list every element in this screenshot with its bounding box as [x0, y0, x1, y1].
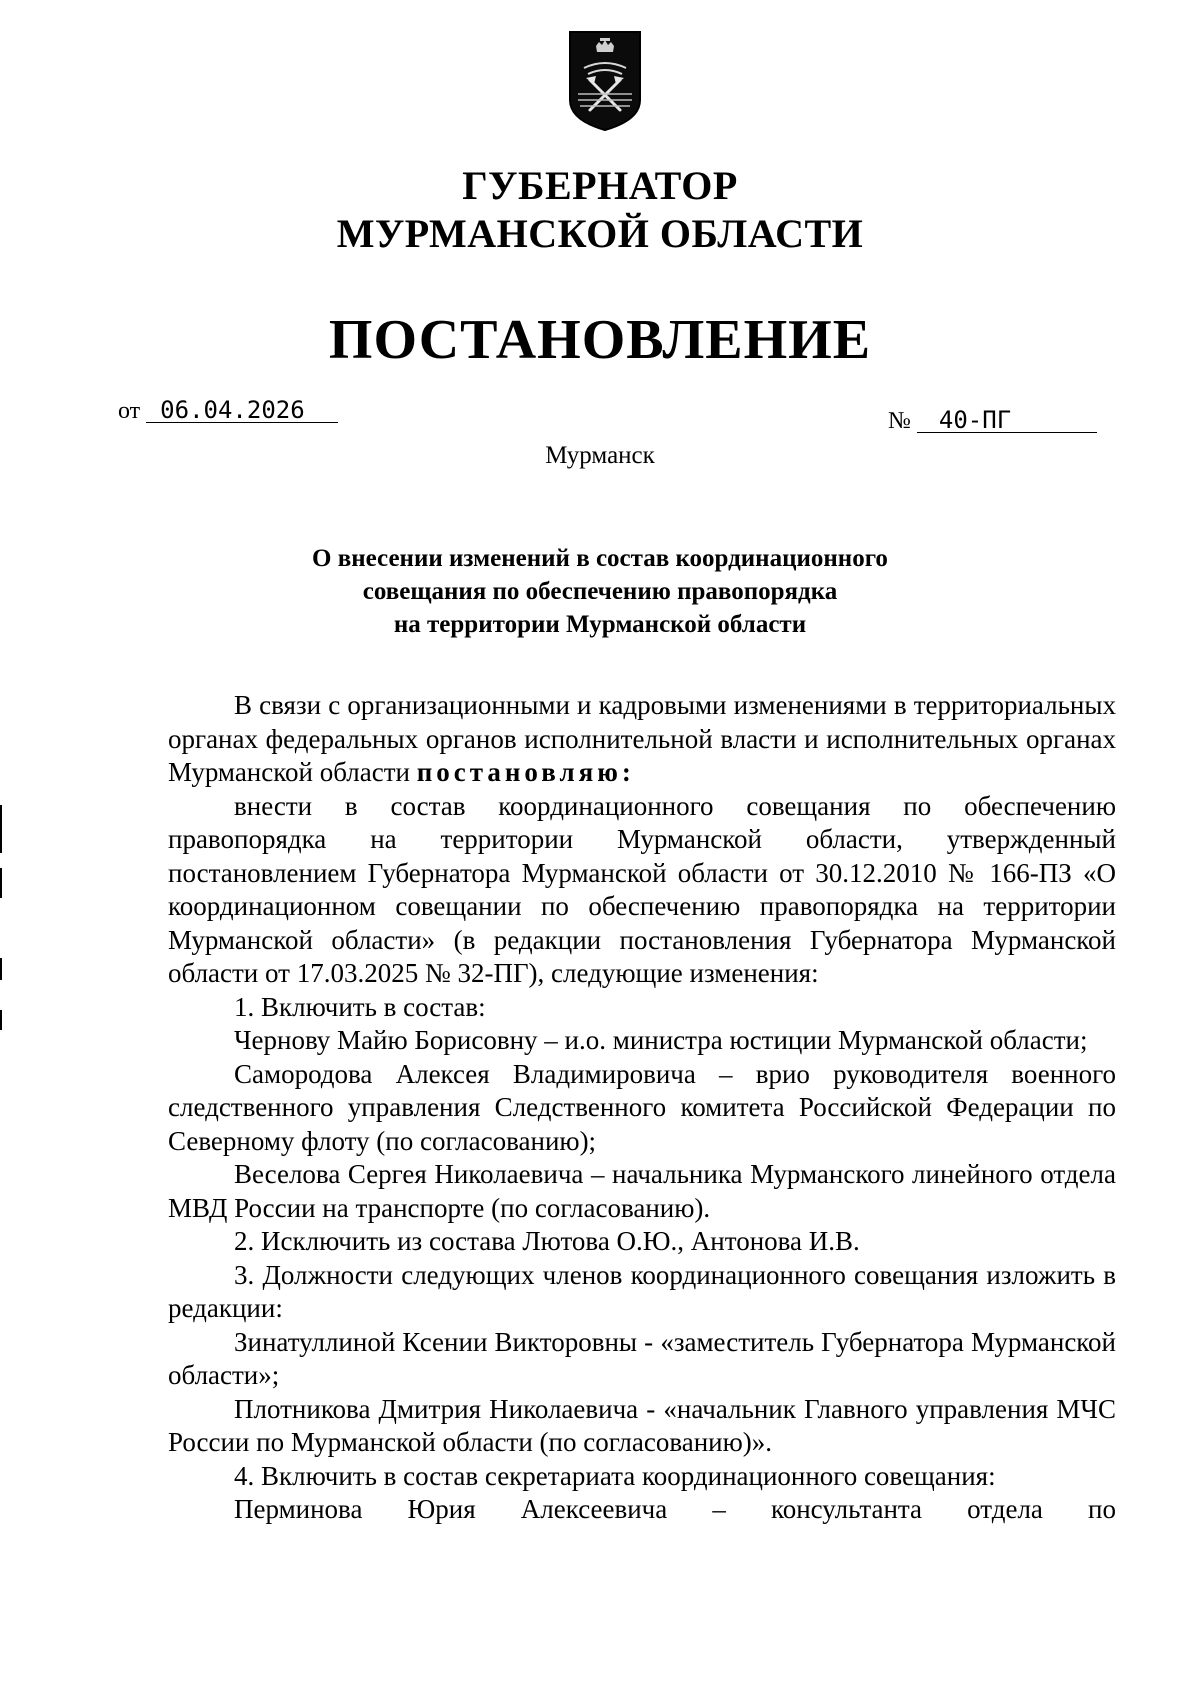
scan-edge-mark — [0, 805, 2, 853]
body-paragraph: 4. Включить в состав секретариата координационного совещания: — [234, 1460, 996, 1491]
body-paragraph: внести в состав координационного совещания по обеспечению правопорядка на территории Мурманской области, утвержденный постановлением Губернатора Мурманской области от 30.12.2010 № 166-ПЗ «О координационном совещании по обеспечению правопорядка на территории Мурманской области» (в редакции постановления Губернатора Мурманской области от 17.03.2025 № 32-ПГ), следующие изменения: — [168, 790, 1116, 988]
number-value: 40-ПГ — [917, 408, 1097, 433]
body-paragraph: Самородова Алексея Владимировича – врио руководителя военного следственного управления Следственного комитета Российской Федерации по Северному флоту (по согласованию); — [168, 1058, 1116, 1156]
preamble-text: В связи с организационными и кадровыми изменениями в территориальных органах федеральных органов исполнительной власти и исполнительных органах Мурманской области — [168, 690, 1116, 787]
scan-edge-mark — [0, 958, 2, 980]
document-number — [888, 408, 1097, 435]
decree-word: постановляю: — [416, 757, 635, 787]
date-prefix: от — [118, 398, 141, 424]
subject-line: совещания по обеспечению правопорядка — [362, 578, 838, 605]
document-body — [168, 689, 1116, 1527]
body-paragraph: Чернову Майю Борисовну – и.о. министра юстиции Мурманской области; — [234, 1025, 1088, 1055]
subject-line: на территории Мурманской области — [393, 611, 807, 638]
document-type-title: ПОСТАНОВЛЕНИЕ — [328, 309, 872, 371]
document-city: Мурманск — [545, 442, 655, 469]
document-subject — [0, 542, 1200, 641]
org-title-line2: МУРМАНСКОЙ ОБЛАСТИ — [336, 211, 864, 256]
body-paragraph: 3. Должности следующих членов координационного совещания изложить в редакции: — [168, 1259, 1116, 1323]
body-paragraph: Зинатуллиной Ксении Викторовны - «заместитель Губернатора Мурманской области»; — [168, 1326, 1116, 1390]
murmansk-coat-of-arms-icon — [566, 28, 644, 132]
subject-line: О внесении изменений в состав координационного — [312, 545, 888, 572]
body-paragraph: Веселова Сергея Николаевича – начальника Мурманского линейного отдела МВД России на транспорте (по согласованию). — [168, 1159, 1116, 1223]
scan-edge-mark — [0, 1010, 2, 1030]
body-paragraph: 2. Исключить из состава Лютова О.Ю., Антонова И.В. — [234, 1226, 860, 1256]
org-title-line1: ГУБЕРНАТОР — [462, 163, 738, 208]
body-paragraph: Плотникова Дмитрия Николаевича - «начальник Главного управления МЧС России по Мурманской области (по согласованию)». — [168, 1393, 1116, 1457]
scan-edge-mark — [0, 868, 2, 898]
body-paragraph: 1. Включить в состав: — [234, 991, 486, 1022]
number-prefix: № — [888, 408, 911, 434]
date-value: 06.04.2026 — [146, 398, 338, 423]
document-date — [118, 398, 338, 425]
body-paragraph-last: Перминова Юрия Алексеевича – консультанта отдела по — [234, 1494, 1116, 1524]
body-paragraph-preamble — [168, 689, 1116, 790]
